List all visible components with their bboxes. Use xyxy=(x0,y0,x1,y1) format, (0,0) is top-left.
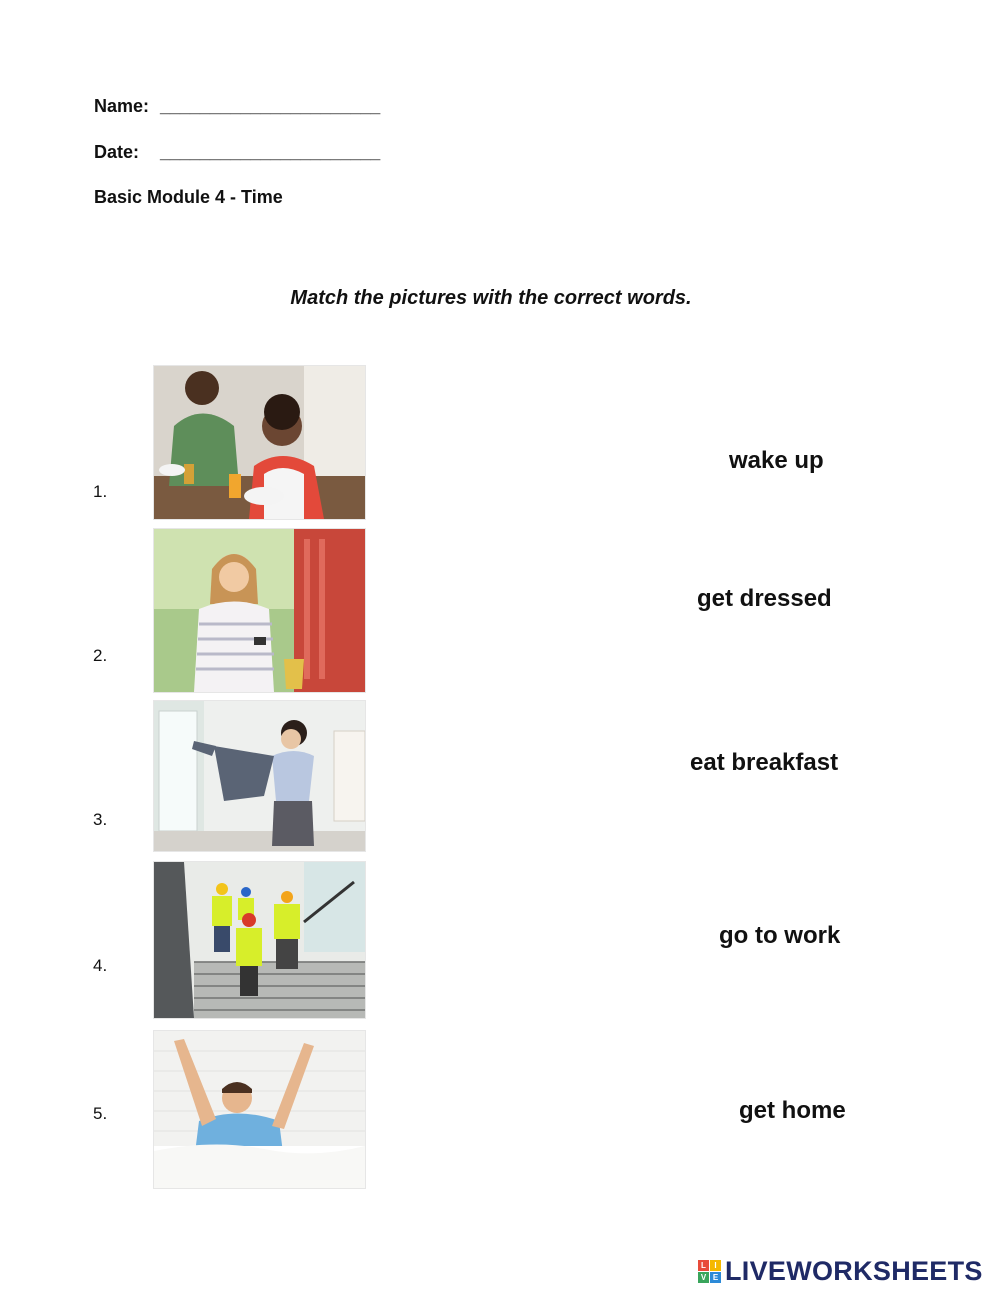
word-wake-up[interactable]: wake up xyxy=(729,447,824,474)
picture-getting-dressed xyxy=(153,700,366,852)
item-number-4: 4. xyxy=(93,956,108,975)
date-line: ______________________ xyxy=(160,142,381,162)
instruction: Match the pictures with the correct words. xyxy=(290,287,692,309)
date-label: Date: xyxy=(94,142,140,162)
word-eat-breakfast[interactable]: eat breakfast xyxy=(690,749,839,776)
logo-block-v: V xyxy=(698,1272,709,1283)
word-go-to-work[interactable]: go to work xyxy=(719,922,841,949)
picture-waking-up xyxy=(153,1030,366,1189)
logo-block-e: E xyxy=(710,1272,721,1283)
logo-blocks-icon xyxy=(698,1260,721,1283)
picture-breakfast xyxy=(153,365,366,520)
name-line: ______________________ xyxy=(160,96,381,116)
liveworksheets-logo xyxy=(698,1255,983,1287)
item-number-3: 3. xyxy=(93,810,108,829)
item-number-5: 5. xyxy=(93,1104,108,1123)
word-get-dressed[interactable]: get dressed xyxy=(697,585,832,612)
logo-block-i: I xyxy=(710,1260,721,1271)
logo-block-l: L xyxy=(698,1260,709,1271)
item-number-2: 2. xyxy=(93,646,108,665)
date-field xyxy=(94,142,381,163)
name-label: Name: xyxy=(94,96,150,116)
word-get-home[interactable]: get home xyxy=(739,1097,846,1124)
picture-leaving-home xyxy=(153,528,366,693)
module-title: Basic Module 4 - Time xyxy=(94,187,283,207)
item-number-1: 1. xyxy=(93,482,108,501)
logo-text: LIVEWORKSHEETS xyxy=(725,1255,983,1286)
picture-going-to-work xyxy=(153,861,366,1019)
name-field xyxy=(94,96,381,117)
